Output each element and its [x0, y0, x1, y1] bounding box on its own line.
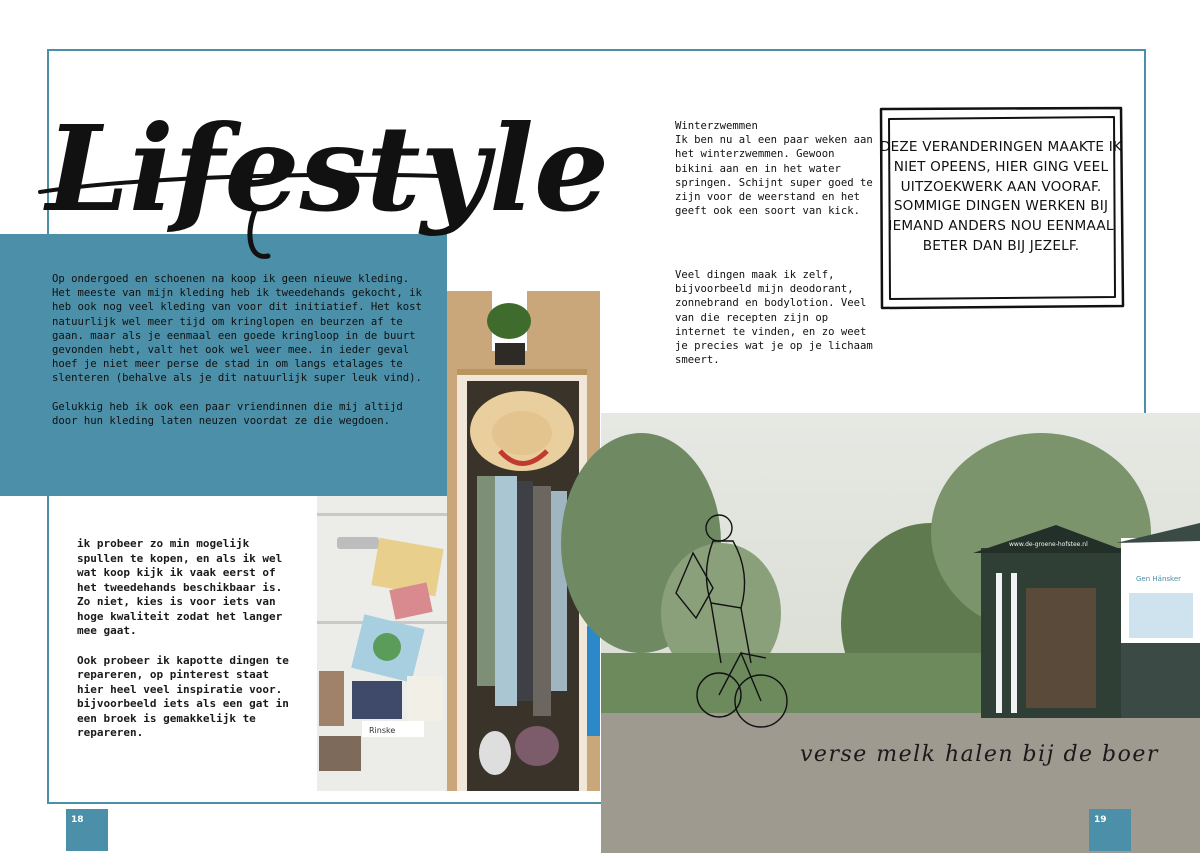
- lifestyle-title: [40, 60, 610, 270]
- page-number-right: 19: [1089, 809, 1131, 851]
- title-text: Lifestyle: [46, 99, 610, 238]
- diy-text: Veel dingen maak ik zelf, bijvoorbeeld mijn deodorant, zonnebrand en bodylotion. Veel van die recepten zijn op internet te vinden, en zo weet je precies wat je op je lichaam smeert.: [675, 269, 873, 367]
- quote-text: DEZE VERANDERINGEN MAAKTE IK NIET OPEENS, HIER GING VEEL UITZOEKWERK AAN VOORAF. SOMMIGE DINGEN WERKEN BIJ IEMAND ANDERS NOU EENMAAL BETER DAN BIJ JEZELF.: [879, 139, 1123, 254]
- magnet-label: Rinske: [369, 726, 396, 735]
- farm-caption: verse melk halen bij de boer: [800, 742, 1159, 767]
- winter-heading: Winterzwemmen: [675, 120, 758, 132]
- shop-sign: Gen Hänsker: [1136, 575, 1182, 583]
- clothing-text: [52, 272, 427, 442]
- farm-sign: www.de-groene-hofstee.nl: [1009, 541, 1088, 548]
- quote-box: [877, 106, 1125, 311]
- winter-body: Ik ben nu al een paar weken aan het winterzwemmen. Gewoon bikini aan en in het water springen. Schijnt super goed te zijn voor de weerstand en het geeft ook een soort van kick.: [675, 134, 873, 218]
- buying-text: [77, 537, 292, 756]
- buying-paragraph-1: ik probeer zo min mogelijk spullen te kopen, en als ik wel wat koop kijk ik vaak eerst of het tweedehands beschikbaar is. Zo niet, kies is voor iets van hoge kwaliteit zodat het langer mee gaat.: [77, 537, 283, 637]
- clothing-paragraph-1: Op ondergoed en schoenen na koop ik geen nieuwe kleding. Het meeste van mijn kleding heb ik tweedehands gekocht, ik heb ook nog veel kleding van voor dit initiatief. Het kost natuurlijk wel meer tijd om kringlopen en beurzen af te gaan. maar als je eenmaal een goede kringloop in de buurt gevonden hebt, valt het ook wel weer mee. in ieder geval hoef je niet meer perse de stad in om langs etalages te slenteren (behalve als je dit natuurlijk super leuk vind).: [52, 273, 422, 385]
- farm-photo: [601, 413, 1200, 853]
- page-number-left: 18: [66, 809, 108, 851]
- clothing-paragraph-2: Gelukkig heb ik ook een paar vriendinnen die mij altijd door hun kleding laten neuzen voordat ze die wegdoen.: [52, 400, 403, 427]
- buying-paragraph-2: Ook probeer ik kapotte dingen te repareren, op pinterest staat hier heel veel inspiratie voor. bijvoorbeeld iets als een gat in een broek is gemakkelijk te repareren.: [77, 653, 289, 739]
- winter-swimming-text: [675, 119, 875, 218]
